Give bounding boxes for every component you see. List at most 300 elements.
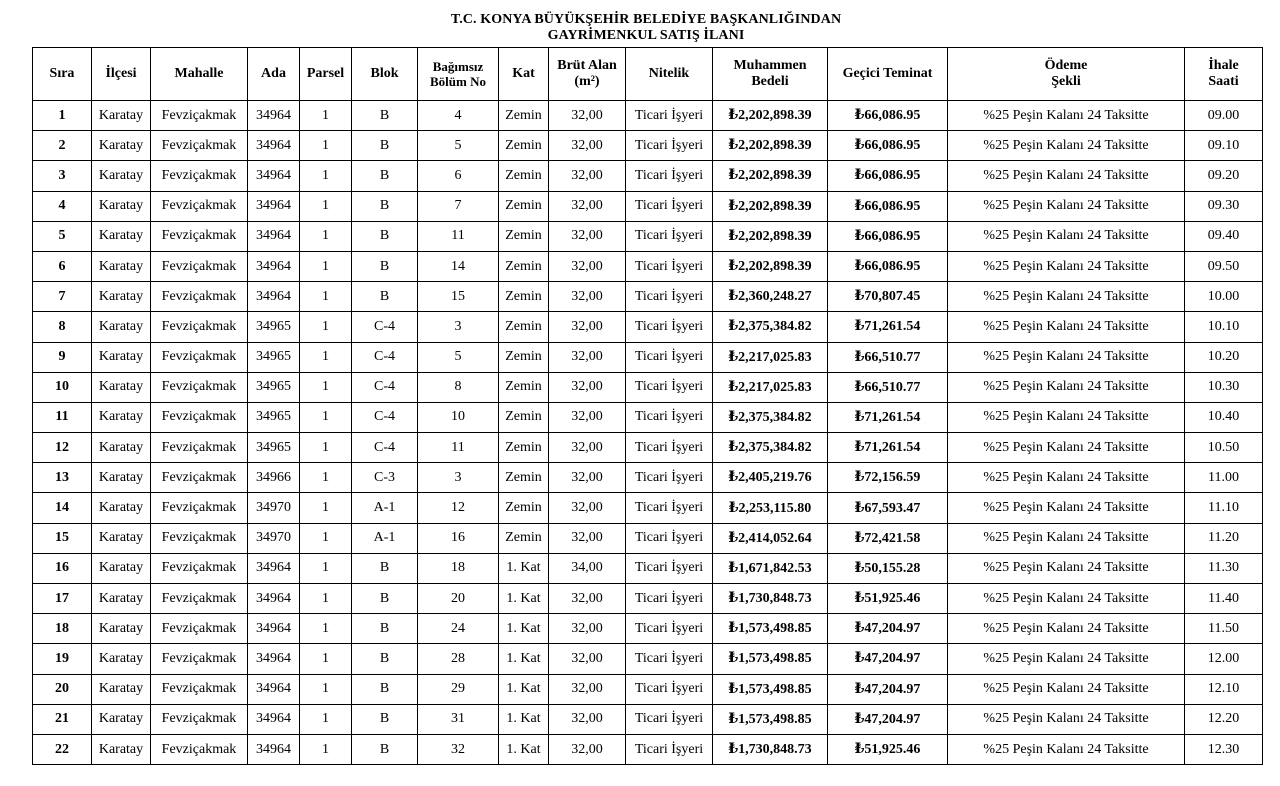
cell-odeme: %25 Peşin Kalanı 24 Taksitte	[948, 644, 1185, 674]
cell-ilce: Karatay	[92, 251, 151, 281]
cell-parsel: 1	[300, 251, 352, 281]
cell-kat: Zemin	[499, 251, 549, 281]
cell-bolum: 15	[418, 282, 499, 312]
header-ilce: İlçesi	[92, 48, 151, 101]
cell-sira: 15	[33, 523, 92, 553]
cell-ilce: Karatay	[92, 342, 151, 372]
table-row	[33, 221, 1263, 251]
cell-parsel: 1	[300, 614, 352, 644]
table-row	[33, 553, 1263, 583]
cell-ilce: Karatay	[92, 372, 151, 402]
cell-ada: 34964	[248, 161, 300, 191]
cell-mahalle: Fevziçakmak	[151, 402, 248, 432]
header-parsel: Parsel	[300, 48, 352, 101]
cell-odeme: %25 Peşin Kalanı 24 Taksitte	[948, 282, 1185, 312]
cell-odeme: %25 Peşin Kalanı 24 Taksitte	[948, 674, 1185, 704]
cell-saat: 10.00	[1185, 282, 1263, 312]
header-brut-alan	[549, 48, 626, 101]
cell-kat: 1. Kat	[499, 644, 549, 674]
cell-blok: C-4	[352, 433, 418, 463]
cell-bedel: ₺1,730,848.73	[713, 734, 828, 764]
header-brut-line-1: Brüt Alan	[557, 58, 617, 73]
cell-kat: Zemin	[499, 101, 549, 131]
cell-ilce: Karatay	[92, 584, 151, 614]
cell-saat: 11.50	[1185, 614, 1263, 644]
cell-nitelik: Ticari İşyeri	[626, 221, 713, 251]
header-muhammen-line-2: Bedeli	[751, 74, 789, 89]
cell-mahalle: Fevziçakmak	[151, 161, 248, 191]
cell-ilce: Karatay	[92, 674, 151, 704]
cell-parsel: 1	[300, 734, 352, 764]
cell-odeme: %25 Peşin Kalanı 24 Taksitte	[948, 312, 1185, 342]
cell-saat: 10.40	[1185, 402, 1263, 432]
cell-parsel: 1	[300, 191, 352, 221]
cell-odeme: %25 Peşin Kalanı 24 Taksitte	[948, 523, 1185, 553]
cell-mahalle: Fevziçakmak	[151, 191, 248, 221]
cell-sira: 19	[33, 644, 92, 674]
header-bagimsiz-bolum	[418, 48, 499, 101]
cell-teminat: ₺66,510.77	[828, 372, 948, 402]
cell-kat: Zemin	[499, 372, 549, 402]
cell-sira: 5	[33, 221, 92, 251]
cell-sira: 16	[33, 553, 92, 583]
cell-blok: C-4	[352, 342, 418, 372]
cell-nitelik: Ticari İşyeri	[626, 523, 713, 553]
cell-parsel: 1	[300, 372, 352, 402]
cell-bedel: ₺2,360,248.27	[713, 282, 828, 312]
cell-blok: B	[352, 734, 418, 764]
cell-teminat: ₺71,261.54	[828, 433, 948, 463]
cell-ilce: Karatay	[92, 734, 151, 764]
cell-odeme: %25 Peşin Kalanı 24 Taksitte	[948, 553, 1185, 583]
cell-bolum: 7	[418, 191, 499, 221]
cell-bedel: ₺2,202,898.39	[713, 221, 828, 251]
cell-ada: 34970	[248, 523, 300, 553]
title-line-2: GAYRİMENKUL SATIŞ İLANI	[547, 28, 745, 43]
cell-bolum: 31	[418, 704, 499, 734]
cell-bolum: 5	[418, 131, 499, 161]
cell-bedel: ₺2,405,219.76	[713, 463, 828, 493]
cell-bedel: ₺1,573,498.85	[713, 644, 828, 674]
cell-ada: 34965	[248, 342, 300, 372]
cell-alan: 32,00	[549, 131, 626, 161]
cell-nitelik: Ticari İşyeri	[626, 614, 713, 644]
cell-ada: 34964	[248, 644, 300, 674]
cell-parsel: 1	[300, 674, 352, 704]
cell-mahalle: Fevziçakmak	[151, 734, 248, 764]
table-body	[33, 101, 1263, 765]
header-odeme-line-2: Şekli	[1051, 74, 1081, 89]
cell-sira: 1	[33, 101, 92, 131]
cell-saat: 10.20	[1185, 342, 1263, 372]
header-odeme-line-1: Ödeme	[1044, 58, 1088, 73]
cell-odeme: %25 Peşin Kalanı 24 Taksitte	[948, 251, 1185, 281]
cell-nitelik: Ticari İşyeri	[626, 342, 713, 372]
cell-blok: B	[352, 584, 418, 614]
cell-ilce: Karatay	[92, 523, 151, 553]
cell-nitelik: Ticari İşyeri	[626, 282, 713, 312]
header-bagimsiz-line-1: Bağımsız	[432, 59, 484, 74]
cell-blok: C-4	[352, 372, 418, 402]
cell-saat: 10.10	[1185, 312, 1263, 342]
cell-alan: 32,00	[549, 372, 626, 402]
cell-mahalle: Fevziçakmak	[151, 101, 248, 131]
cell-mahalle: Fevziçakmak	[151, 493, 248, 523]
cell-sira: 13	[33, 463, 92, 493]
cell-ilce: Karatay	[92, 402, 151, 432]
cell-mahalle: Fevziçakmak	[151, 463, 248, 493]
cell-parsel: 1	[300, 282, 352, 312]
cell-blok: B	[352, 251, 418, 281]
cell-ada: 34964	[248, 282, 300, 312]
cell-teminat: ₺47,204.97	[828, 644, 948, 674]
cell-saat: 09.30	[1185, 191, 1263, 221]
cell-kat: Zemin	[499, 433, 549, 463]
header-ihale-line-2: Saati	[1208, 74, 1239, 89]
cell-teminat: ₺66,086.95	[828, 251, 948, 281]
cell-bedel: ₺1,730,848.73	[713, 584, 828, 614]
table-header-row	[33, 48, 1263, 101]
cell-ada: 34964	[248, 131, 300, 161]
cell-bedel: ₺2,375,384.82	[713, 433, 828, 463]
cell-saat: 11.10	[1185, 493, 1263, 523]
cell-teminat: ₺51,925.46	[828, 584, 948, 614]
cell-nitelik: Ticari İşyeri	[626, 644, 713, 674]
cell-alan: 32,00	[549, 644, 626, 674]
cell-bolum: 28	[418, 644, 499, 674]
cell-bolum: 11	[418, 433, 499, 463]
cell-sira: 20	[33, 674, 92, 704]
cell-odeme: %25 Peşin Kalanı 24 Taksitte	[948, 101, 1185, 131]
cell-parsel: 1	[300, 644, 352, 674]
cell-mahalle: Fevziçakmak	[151, 523, 248, 553]
cell-kat: 1. Kat	[499, 584, 549, 614]
cell-teminat: ₺47,204.97	[828, 704, 948, 734]
cell-ada: 34964	[248, 251, 300, 281]
cell-saat: 12.10	[1185, 674, 1263, 704]
cell-bolum: 12	[418, 493, 499, 523]
cell-saat: 12.00	[1185, 644, 1263, 674]
cell-odeme: %25 Peşin Kalanı 24 Taksitte	[948, 191, 1185, 221]
cell-teminat: ₺66,086.95	[828, 101, 948, 131]
cell-alan: 32,00	[549, 221, 626, 251]
cell-bolum: 3	[418, 312, 499, 342]
cell-alan: 34,00	[549, 553, 626, 583]
cell-bolum: 16	[418, 523, 499, 553]
table-row	[33, 191, 1263, 221]
cell-blok: A-1	[352, 523, 418, 553]
cell-bolum: 8	[418, 372, 499, 402]
cell-nitelik: Ticari İşyeri	[626, 584, 713, 614]
cell-nitelik: Ticari İşyeri	[626, 402, 713, 432]
cell-saat: 11.30	[1185, 553, 1263, 583]
header-gecici-teminat: Geçici Teminat	[828, 48, 948, 101]
header-bagimsiz-line-2: Bölüm No	[430, 74, 486, 89]
cell-parsel: 1	[300, 342, 352, 372]
cell-kat: 1. Kat	[499, 704, 549, 734]
cell-nitelik: Ticari İşyeri	[626, 312, 713, 342]
cell-saat: 11.40	[1185, 584, 1263, 614]
cell-odeme: %25 Peşin Kalanı 24 Taksitte	[948, 584, 1185, 614]
cell-saat: 12.30	[1185, 734, 1263, 764]
cell-kat: Zemin	[499, 523, 549, 553]
cell-bedel: ₺2,375,384.82	[713, 312, 828, 342]
cell-parsel: 1	[300, 704, 352, 734]
cell-kat: Zemin	[499, 493, 549, 523]
cell-ada: 34965	[248, 312, 300, 342]
table-row	[33, 433, 1263, 463]
cell-blok: B	[352, 161, 418, 191]
cell-odeme: %25 Peşin Kalanı 24 Taksitte	[948, 433, 1185, 463]
cell-bedel: ₺2,414,052.64	[713, 523, 828, 553]
cell-alan: 32,00	[549, 523, 626, 553]
cell-teminat: ₺70,807.45	[828, 282, 948, 312]
cell-ada: 34965	[248, 433, 300, 463]
cell-mahalle: Fevziçakmak	[151, 282, 248, 312]
cell-teminat: ₺51,925.46	[828, 734, 948, 764]
cell-bedel: ₺1,573,498.85	[713, 614, 828, 644]
cell-blok: B	[352, 614, 418, 644]
cell-alan: 32,00	[549, 493, 626, 523]
cell-ilce: Karatay	[92, 644, 151, 674]
cell-bedel: ₺2,375,384.82	[713, 402, 828, 432]
cell-mahalle: Fevziçakmak	[151, 433, 248, 463]
cell-nitelik: Ticari İşyeri	[626, 433, 713, 463]
cell-kat: Zemin	[499, 161, 549, 191]
cell-bedel: ₺2,217,025.83	[713, 342, 828, 372]
cell-parsel: 1	[300, 433, 352, 463]
header-sira: Sıra	[33, 48, 92, 101]
cell-bolum: 11	[418, 221, 499, 251]
cell-kat: Zemin	[499, 221, 549, 251]
cell-bolum: 20	[418, 584, 499, 614]
cell-ilce: Karatay	[92, 282, 151, 312]
cell-odeme: %25 Peşin Kalanı 24 Taksitte	[948, 734, 1185, 764]
cell-kat: Zemin	[499, 282, 549, 312]
cell-nitelik: Ticari İşyeri	[626, 553, 713, 583]
cell-nitelik: Ticari İşyeri	[626, 734, 713, 764]
document-title	[0, 12, 1280, 44]
cell-blok: B	[352, 191, 418, 221]
cell-bedel: ₺2,202,898.39	[713, 251, 828, 281]
cell-mahalle: Fevziçakmak	[151, 131, 248, 161]
cell-nitelik: Ticari İşyeri	[626, 131, 713, 161]
header-blok: Blok	[352, 48, 418, 101]
table-row	[33, 251, 1263, 281]
cell-ilce: Karatay	[92, 433, 151, 463]
cell-bedel: ₺1,573,498.85	[713, 674, 828, 704]
cell-bedel: ₺1,671,842.53	[713, 553, 828, 583]
cell-sira: 4	[33, 191, 92, 221]
header-ihale-line-1: İhale	[1208, 58, 1239, 73]
cell-bolum: 5	[418, 342, 499, 372]
cell-ilce: Karatay	[92, 704, 151, 734]
cell-alan: 32,00	[549, 312, 626, 342]
cell-nitelik: Ticari İşyeri	[626, 704, 713, 734]
table-row	[33, 734, 1263, 764]
header-ada: Ada	[248, 48, 300, 101]
cell-blok: C-4	[352, 402, 418, 432]
cell-kat: Zemin	[499, 312, 549, 342]
cell-ada: 34965	[248, 372, 300, 402]
cell-ilce: Karatay	[92, 221, 151, 251]
cell-kat: Zemin	[499, 191, 549, 221]
cell-parsel: 1	[300, 312, 352, 342]
cell-ilce: Karatay	[92, 191, 151, 221]
cell-ada: 34965	[248, 402, 300, 432]
cell-saat: 10.30	[1185, 372, 1263, 402]
cell-parsel: 1	[300, 131, 352, 161]
cell-ilce: Karatay	[92, 312, 151, 342]
table-row	[33, 584, 1263, 614]
cell-ilce: Karatay	[92, 463, 151, 493]
cell-nitelik: Ticari İşyeri	[626, 493, 713, 523]
cell-teminat: ₺72,156.59	[828, 463, 948, 493]
cell-sira: 6	[33, 251, 92, 281]
cell-ada: 34970	[248, 493, 300, 523]
cell-blok: B	[352, 704, 418, 734]
cell-mahalle: Fevziçakmak	[151, 553, 248, 583]
cell-odeme: %25 Peşin Kalanı 24 Taksitte	[948, 704, 1185, 734]
cell-ilce: Karatay	[92, 161, 151, 191]
cell-mahalle: Fevziçakmak	[151, 704, 248, 734]
cell-kat: 1. Kat	[499, 674, 549, 704]
cell-mahalle: Fevziçakmak	[151, 644, 248, 674]
cell-odeme: %25 Peşin Kalanı 24 Taksitte	[948, 131, 1185, 161]
table-row	[33, 282, 1263, 312]
cell-bolum: 29	[418, 674, 499, 704]
header-nitelik: Nitelik	[626, 48, 713, 101]
cell-parsel: 1	[300, 584, 352, 614]
cell-sira: 17	[33, 584, 92, 614]
cell-ada: 34964	[248, 584, 300, 614]
cell-ada: 34964	[248, 704, 300, 734]
header-odeme-sekli	[948, 48, 1185, 101]
cell-ada: 34964	[248, 674, 300, 704]
cell-saat: 10.50	[1185, 433, 1263, 463]
cell-blok: B	[352, 131, 418, 161]
header-brut-line-2: (m²)	[574, 74, 600, 89]
table-row	[33, 704, 1263, 734]
cell-sira: 7	[33, 282, 92, 312]
cell-teminat: ₺66,510.77	[828, 342, 948, 372]
cell-sira: 11	[33, 402, 92, 432]
cell-ilce: Karatay	[92, 131, 151, 161]
cell-ada: 34964	[248, 553, 300, 583]
cell-alan: 32,00	[549, 402, 626, 432]
cell-bedel: ₺2,202,898.39	[713, 191, 828, 221]
cell-nitelik: Ticari İşyeri	[626, 101, 713, 131]
table-row	[33, 644, 1263, 674]
cell-parsel: 1	[300, 523, 352, 553]
cell-teminat: ₺66,086.95	[828, 191, 948, 221]
cell-nitelik: Ticari İşyeri	[626, 463, 713, 493]
title-line-1: T.C. KONYA BÜYÜKŞEHİR BELEDİYE BAŞKANLIĞINDAN	[450, 12, 842, 27]
cell-blok: B	[352, 553, 418, 583]
cell-nitelik: Ticari İşyeri	[626, 674, 713, 704]
sales-table	[32, 47, 1263, 765]
cell-kat: 1. Kat	[499, 553, 549, 583]
cell-mahalle: Fevziçakmak	[151, 584, 248, 614]
cell-teminat: ₺47,204.97	[828, 614, 948, 644]
cell-bedel: ₺2,253,115.80	[713, 493, 828, 523]
cell-parsel: 1	[300, 553, 352, 583]
cell-ilce: Karatay	[92, 493, 151, 523]
header-ihale-saati	[1185, 48, 1263, 101]
cell-odeme: %25 Peşin Kalanı 24 Taksitte	[948, 463, 1185, 493]
cell-blok: B	[352, 101, 418, 131]
cell-bedel: ₺1,573,498.85	[713, 704, 828, 734]
header-muhammen-line-1: Muhammen	[733, 58, 807, 73]
cell-odeme: %25 Peşin Kalanı 24 Taksitte	[948, 342, 1185, 372]
cell-sira: 12	[33, 433, 92, 463]
cell-sira: 14	[33, 493, 92, 523]
cell-bolum: 32	[418, 734, 499, 764]
cell-bolum: 4	[418, 101, 499, 131]
cell-kat: Zemin	[499, 402, 549, 432]
cell-sira: 21	[33, 704, 92, 734]
cell-alan: 32,00	[549, 704, 626, 734]
cell-teminat: ₺67,593.47	[828, 493, 948, 523]
cell-teminat: ₺72,421.58	[828, 523, 948, 553]
cell-ilce: Karatay	[92, 101, 151, 131]
cell-alan: 32,00	[549, 342, 626, 372]
cell-teminat: ₺66,086.95	[828, 161, 948, 191]
cell-saat: 09.50	[1185, 251, 1263, 281]
cell-odeme: %25 Peşin Kalanı 24 Taksitte	[948, 614, 1185, 644]
cell-blok: B	[352, 674, 418, 704]
cell-nitelik: Ticari İşyeri	[626, 191, 713, 221]
cell-alan: 32,00	[549, 433, 626, 463]
cell-alan: 32,00	[549, 161, 626, 191]
cell-kat: Zemin	[499, 342, 549, 372]
cell-nitelik: Ticari İşyeri	[626, 372, 713, 402]
cell-saat: 09.00	[1185, 101, 1263, 131]
cell-ada: 34964	[248, 101, 300, 131]
cell-odeme: %25 Peşin Kalanı 24 Taksitte	[948, 493, 1185, 523]
cell-mahalle: Fevziçakmak	[151, 674, 248, 704]
cell-mahalle: Fevziçakmak	[151, 614, 248, 644]
cell-teminat: ₺71,261.54	[828, 402, 948, 432]
cell-bolum: 6	[418, 161, 499, 191]
cell-bolum: 3	[418, 463, 499, 493]
table-row	[33, 312, 1263, 342]
cell-mahalle: Fevziçakmak	[151, 372, 248, 402]
cell-bolum: 18	[418, 553, 499, 583]
cell-mahalle: Fevziçakmak	[151, 342, 248, 372]
table-row	[33, 402, 1263, 432]
cell-kat: Zemin	[499, 131, 549, 161]
cell-bedel: ₺2,217,025.83	[713, 372, 828, 402]
cell-parsel: 1	[300, 221, 352, 251]
cell-nitelik: Ticari İşyeri	[626, 251, 713, 281]
cell-blok: B	[352, 282, 418, 312]
cell-blok: C-3	[352, 463, 418, 493]
cell-blok: B	[352, 644, 418, 674]
cell-parsel: 1	[300, 161, 352, 191]
cell-teminat: ₺66,086.95	[828, 131, 948, 161]
table-row	[33, 614, 1263, 644]
cell-alan: 32,00	[549, 101, 626, 131]
cell-sira: 3	[33, 161, 92, 191]
cell-sira: 8	[33, 312, 92, 342]
cell-mahalle: Fevziçakmak	[151, 251, 248, 281]
cell-blok: C-4	[352, 312, 418, 342]
cell-saat: 09.20	[1185, 161, 1263, 191]
cell-alan: 32,00	[549, 191, 626, 221]
table-row	[33, 493, 1263, 523]
cell-mahalle: Fevziçakmak	[151, 312, 248, 342]
